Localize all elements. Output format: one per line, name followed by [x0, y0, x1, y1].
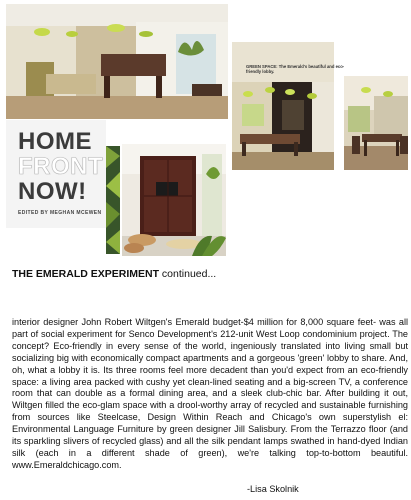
palm-plant-photo: [106, 146, 120, 254]
masthead-line-now: NOW!: [18, 178, 87, 205]
dining-room-photo: [344, 76, 408, 170]
home-front-now-masthead: [6, 120, 106, 228]
author-signature: -Lisa Skolnik: [247, 484, 299, 494]
photo-caption: GREEN SPACE: The Emerald's beautiful and eco-friendly lobby.: [246, 64, 345, 74]
masthead-line-front: FRONT: [18, 153, 104, 180]
emerald-bar-photo: [232, 42, 334, 170]
article-title: THE EMERALD EXPERIMENT: [12, 268, 160, 280]
article-title-suffix: continued...: [159, 268, 217, 280]
lobby-seating-photo: [6, 4, 228, 119]
editor-credit: EDITED BY MEGHAN MCEWEN: [18, 210, 102, 216]
masthead-line-home: HOME: [18, 128, 92, 155]
media-cabinet-photo: [122, 144, 226, 256]
article-heading: [12, 268, 216, 280]
article-body: interior designer John Robert Wiltgen's Emerald budget-$4 million for 8,000 square feet- was all part of social experiment for Senco Development's 212-unit West Loop condominium project. The concept? Eco-friendly in every sense of the world, ingeniously translated into living small but socializing big with economically compact apartments and a gorgeous 'green' lobby to share. And, oh, what a lobby it is. Its three rooms feel more decadent than you'd expect from an eco-friendly space: a living area packed with cushy yet clean-lined seating and a big-screen TV, a conference room that can double as a formal dining area, and a sleek club-chic bar. After building it out, Wiltgen filled the eco-glam space with a drool-worthy array of recycled and sustainable furnishing from sources like Steelcase, Design Within Reach and Chicago's own superstylish el: Environmental Language Furniture by green designer Jill Salisbury. From the Terrazzo floor (and its sparkling slivers of recycled glass) and all the silk pendant lamps swathed in hand-dyed Indian silk (each in a different shade of green), we're talking top-to-bottom beautiful. www.Emeraldchicago.com.: [12, 317, 408, 470]
